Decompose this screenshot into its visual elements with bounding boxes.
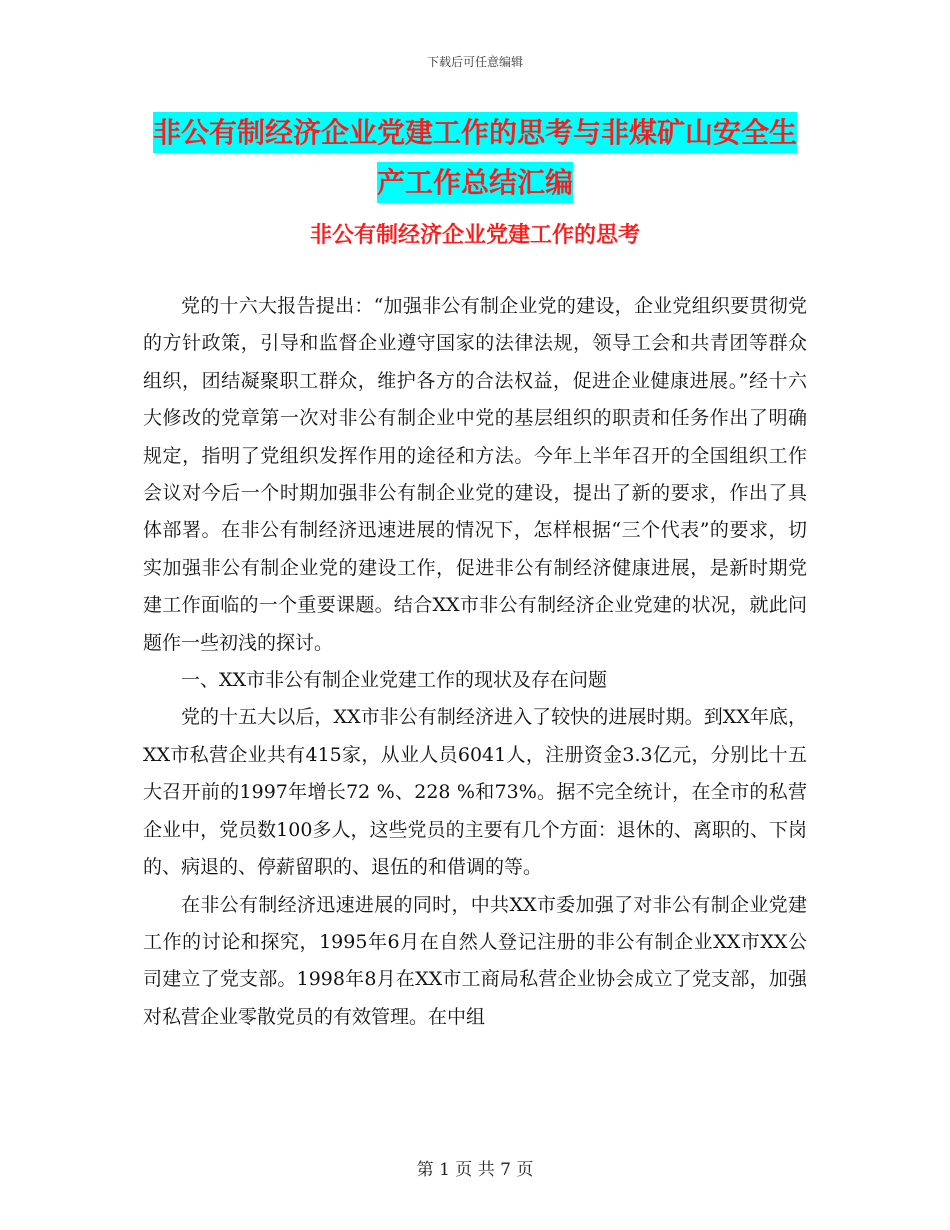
- paragraph-statistics: 党的十五大以后，XX市非公有制经济进入了较快的进展时期。到XX年底，XX市私营企业共有415家，从业人员6041人，注册资金3.3亿元，分别比十五大召开前的1997年增长72 %、228 %和73%。据不完全统计，在全市的私营企业中，党员数100多人，这些党员的主要有几个方面：退休的、离职的、下岗的、病退的、停薪留职的、退伍的和借调的等。: [143, 706, 807, 879]
- section-title: 非公有制经济企业党建工作的思考: [309, 223, 640, 248]
- paragraph-intro: 党的十六大报告提出：“加强非公有制企业党的建设，企业党组织要贯彻党的方针政策，引导和监督企业遵守国家的法律法规，领导工会和共青团等群众组织，团结凝聚职工群众，维护各方的合法权益，促进企业健康进展。”经十六大修改的党章第一次对非公有制企业中党的基层组织的职责和任务作出了明确规定，指明了党组织发挥作用的途径和方法。今年上半年召开的全国组织工作会议对今后一个时期加强非公有制企业党的建设，提出了新的要求，作出了具体部署。在非公有制经济迅速进展的情况下，怎样根据“三个代表”的要求，切实加强非公有制企业党的建设工作，促进非公有制经济健康进展，是新时期党建工作面临的一个重要课题。结合XX市非公有制经济企业党建的状况，就此问题作一些初浅的探讨。: [143, 295, 807, 654]
- paragraph-heading-one: 一、XX市非公有制企业党建工作的现状及存在问题: [181, 669, 608, 692]
- document-title-text: 非公有制经济企业党建工作的思考与非煤矿山安全生产工作总结汇编: [153, 112, 797, 203]
- document-body: [143, 288, 807, 1036]
- document-title: [145, 108, 805, 208]
- paragraph-party-branches: 在非公有制经济迅速进展的同时，中共XX市委加强了对非公有制企业党建工作的讨论和探究，1995年6月在自然人登记注册的非公有制企业XX市XX公司建立了党支部。1998年8月在XX市工商局私营企业协会成立了党支部，加强对私营企业零散党员的有效管理。在中组: [143, 893, 807, 1028]
- header-note: 下载后可任意编辑: [426, 55, 523, 69]
- page-footer: 第 1 页 共 7 页: [416, 1160, 534, 1180]
